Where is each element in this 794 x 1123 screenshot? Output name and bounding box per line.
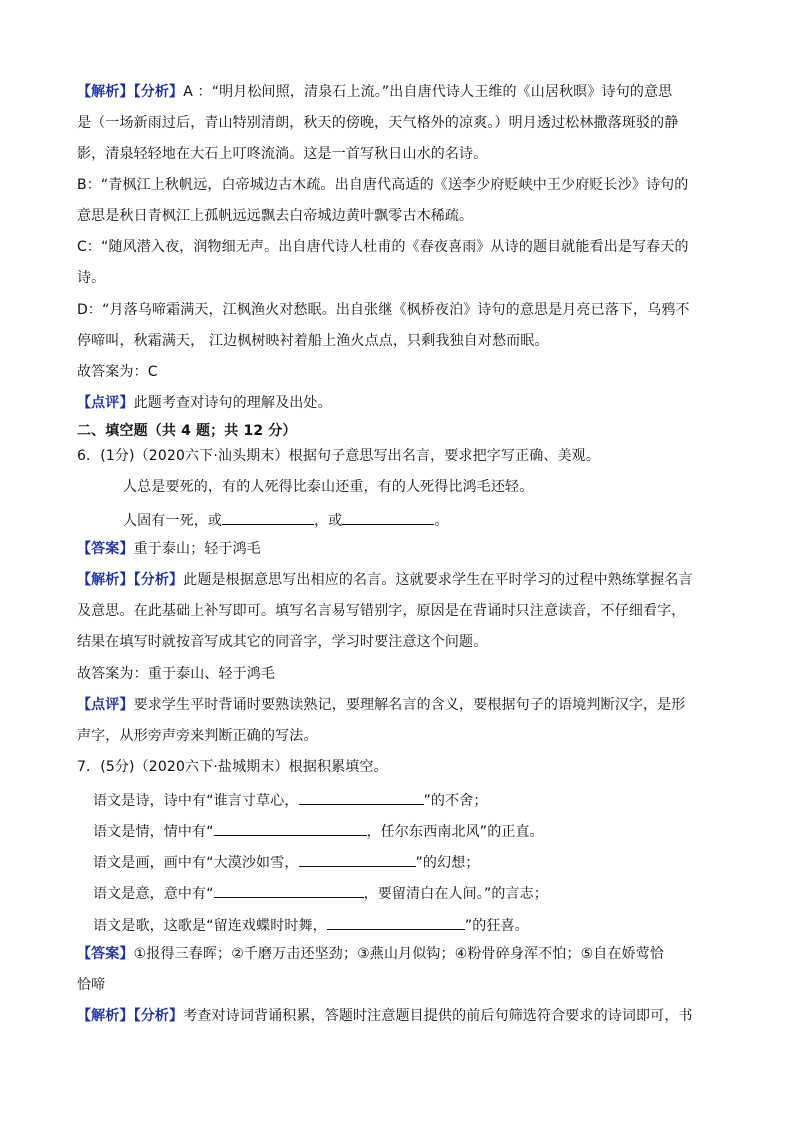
text-line: C：“随风潜入夜，润物细无声。出自唐代诗人杜甫的《春夜喜雨》从诗的题目就能看出是写春天的: [77, 239, 689, 255]
analysis-line: [77, 82, 672, 102]
text-line: 意思是秋日青枫江上孤帆远远飘去白帝城边黄叶飘零古木稀疏。: [77, 208, 474, 224]
question-6-stem: 6．(1分)（2020六下·汕头期末）根据句子意思写出名言，要求把字写正确、美观。: [77, 448, 600, 464]
question-7-row-2: [93, 819, 544, 839]
text-line: 结果在填写时就按音写成其它的同音字，学习时要注意这个问题。: [77, 634, 488, 650]
question-7-row-1: [93, 788, 488, 808]
text: 语文是诗，诗中有“谁言寸草心，: [93, 793, 299, 809]
text: 重于泰山；轻于鸿毛: [133, 541, 261, 557]
text: 语文是画，画中有“大漠沙如雪，: [93, 855, 299, 871]
question-6-sentence: 人总是要死的，有的人死得比泰山还重，有的人死得比鸿毛还轻。: [123, 479, 534, 495]
blank-input[interactable]: [214, 819, 367, 836]
text: ”的狂喜。: [464, 918, 529, 934]
text-line: D：“月落乌啼霜满天，江枫渔火对愁眠。出自张继《枫桥夜泊》诗句的意思是月亮已落下，乌鸦不: [77, 302, 690, 318]
text: 此题是根据意思写出相应的名言。这就要求学生在平时学习的过程中熟练掌握名言: [183, 572, 693, 588]
text: ”的幻想；: [415, 855, 480, 871]
text-line: B：“青枫江上秋帆远，白帝城边古木疏。出自唐代高适的《送李少府贬峡中王少府贬长沙》诗句的: [77, 177, 689, 193]
text: 此题考查对诗句的理解及出处。: [133, 395, 332, 411]
analysis-tag: 【解析】: [77, 84, 134, 100]
answer-conclusion: 故答案为：C: [77, 364, 158, 380]
fenxi-tag: 【分析】: [133, 572, 184, 588]
answer-line: [77, 944, 664, 964]
text-line: 诗。: [77, 270, 106, 286]
answer-line: [77, 539, 261, 559]
text-line: 及意思。在此基础上补写即可。填写名言易写错别字，原因是在背诵时只注意读音，不仔细看字，: [77, 603, 686, 619]
analysis-tag: 【解析】: [77, 572, 134, 588]
comment-tag: 【点评】: [77, 697, 134, 713]
text: 语文是意，意中有“: [93, 886, 214, 902]
blank-input[interactable]: [299, 788, 424, 805]
blank-input[interactable]: [342, 508, 434, 525]
text-line: 停啼叫，秋霜满天， 江边枫树映衬着船上渔火点点，只剩我独自对愁而眠。: [77, 333, 549, 349]
text: ，任尔东西南北风”的正直。: [366, 824, 544, 840]
text-line: 声字，从形旁声旁来判断正确的写法。: [77, 728, 318, 744]
question-7-row-4: [93, 881, 548, 901]
comment-tag: 【点评】: [77, 395, 134, 411]
question-7-row-3: [93, 850, 480, 870]
text: A ：“明月松间照，清泉石上流。”出自唐代诗人王维的《山居秋暝》诗句的意思: [183, 84, 673, 100]
answer-conclusion: 故答案为：重于泰山、轻于鸿毛: [77, 666, 276, 682]
text: 。: [434, 513, 449, 529]
text-line: 是（一场新雨过后，青山特别清朗，秋天的傍晚，天气格外的凉爽。）明月透过松林撒落斑驳的静: [77, 115, 679, 131]
text-line: 影，清泉轻轻地在大石上叮咚流淌。这是一首写秋日山水的名诗。: [77, 146, 488, 162]
text-line: 恰啼: [77, 977, 106, 993]
blank-input[interactable]: [299, 850, 416, 867]
fenxi-tag: 【分析】: [133, 84, 184, 100]
text: ，或: [314, 513, 343, 529]
blank-input[interactable]: [327, 913, 465, 930]
blank-input[interactable]: [214, 881, 364, 898]
text: ①报得三春晖；②千磨万击还坚劲；③燕山月似钩；④粉骨碎身浑不怕；⑤自在娇莺恰: [133, 946, 665, 962]
analysis-line: [77, 570, 693, 590]
question-6-fill: [123, 508, 449, 528]
text: 要求学生平时背诵时要熟读熟记，要理解名言的含义，要根据句子的语境判断汉字，是形: [133, 697, 686, 713]
question-7-stem: 7．(5分)（2020六下·盐城期末）根据积累填空。: [77, 759, 388, 775]
analysis-line: [77, 1006, 693, 1026]
answer-tag: 【答案】: [77, 541, 134, 557]
analysis-tag: 【解析】: [77, 1008, 134, 1024]
comment-line: [77, 695, 685, 715]
text: ”的不舍；: [423, 793, 488, 809]
text: ，要留清白在人间。”的言志；: [363, 886, 548, 902]
text: 语文是情，情中有“: [93, 824, 214, 840]
blank-input[interactable]: [222, 508, 314, 525]
comment-line: [77, 393, 332, 413]
answer-tag: 【答案】: [77, 946, 134, 962]
section-title: 二、填空题（共 4 题；共 12 分）: [77, 423, 297, 439]
text: 人固有一死，或: [123, 513, 223, 529]
text: 语文是歌，这歌是“留连戏蝶时时舞，: [93, 918, 327, 934]
fenxi-tag: 【分析】: [133, 1008, 184, 1024]
question-7-row-5: [93, 913, 529, 933]
text: 考查对诗词背诵积累，答题时注意题目提供的前后句筛选符合要求的诗词即可，书: [183, 1008, 693, 1024]
